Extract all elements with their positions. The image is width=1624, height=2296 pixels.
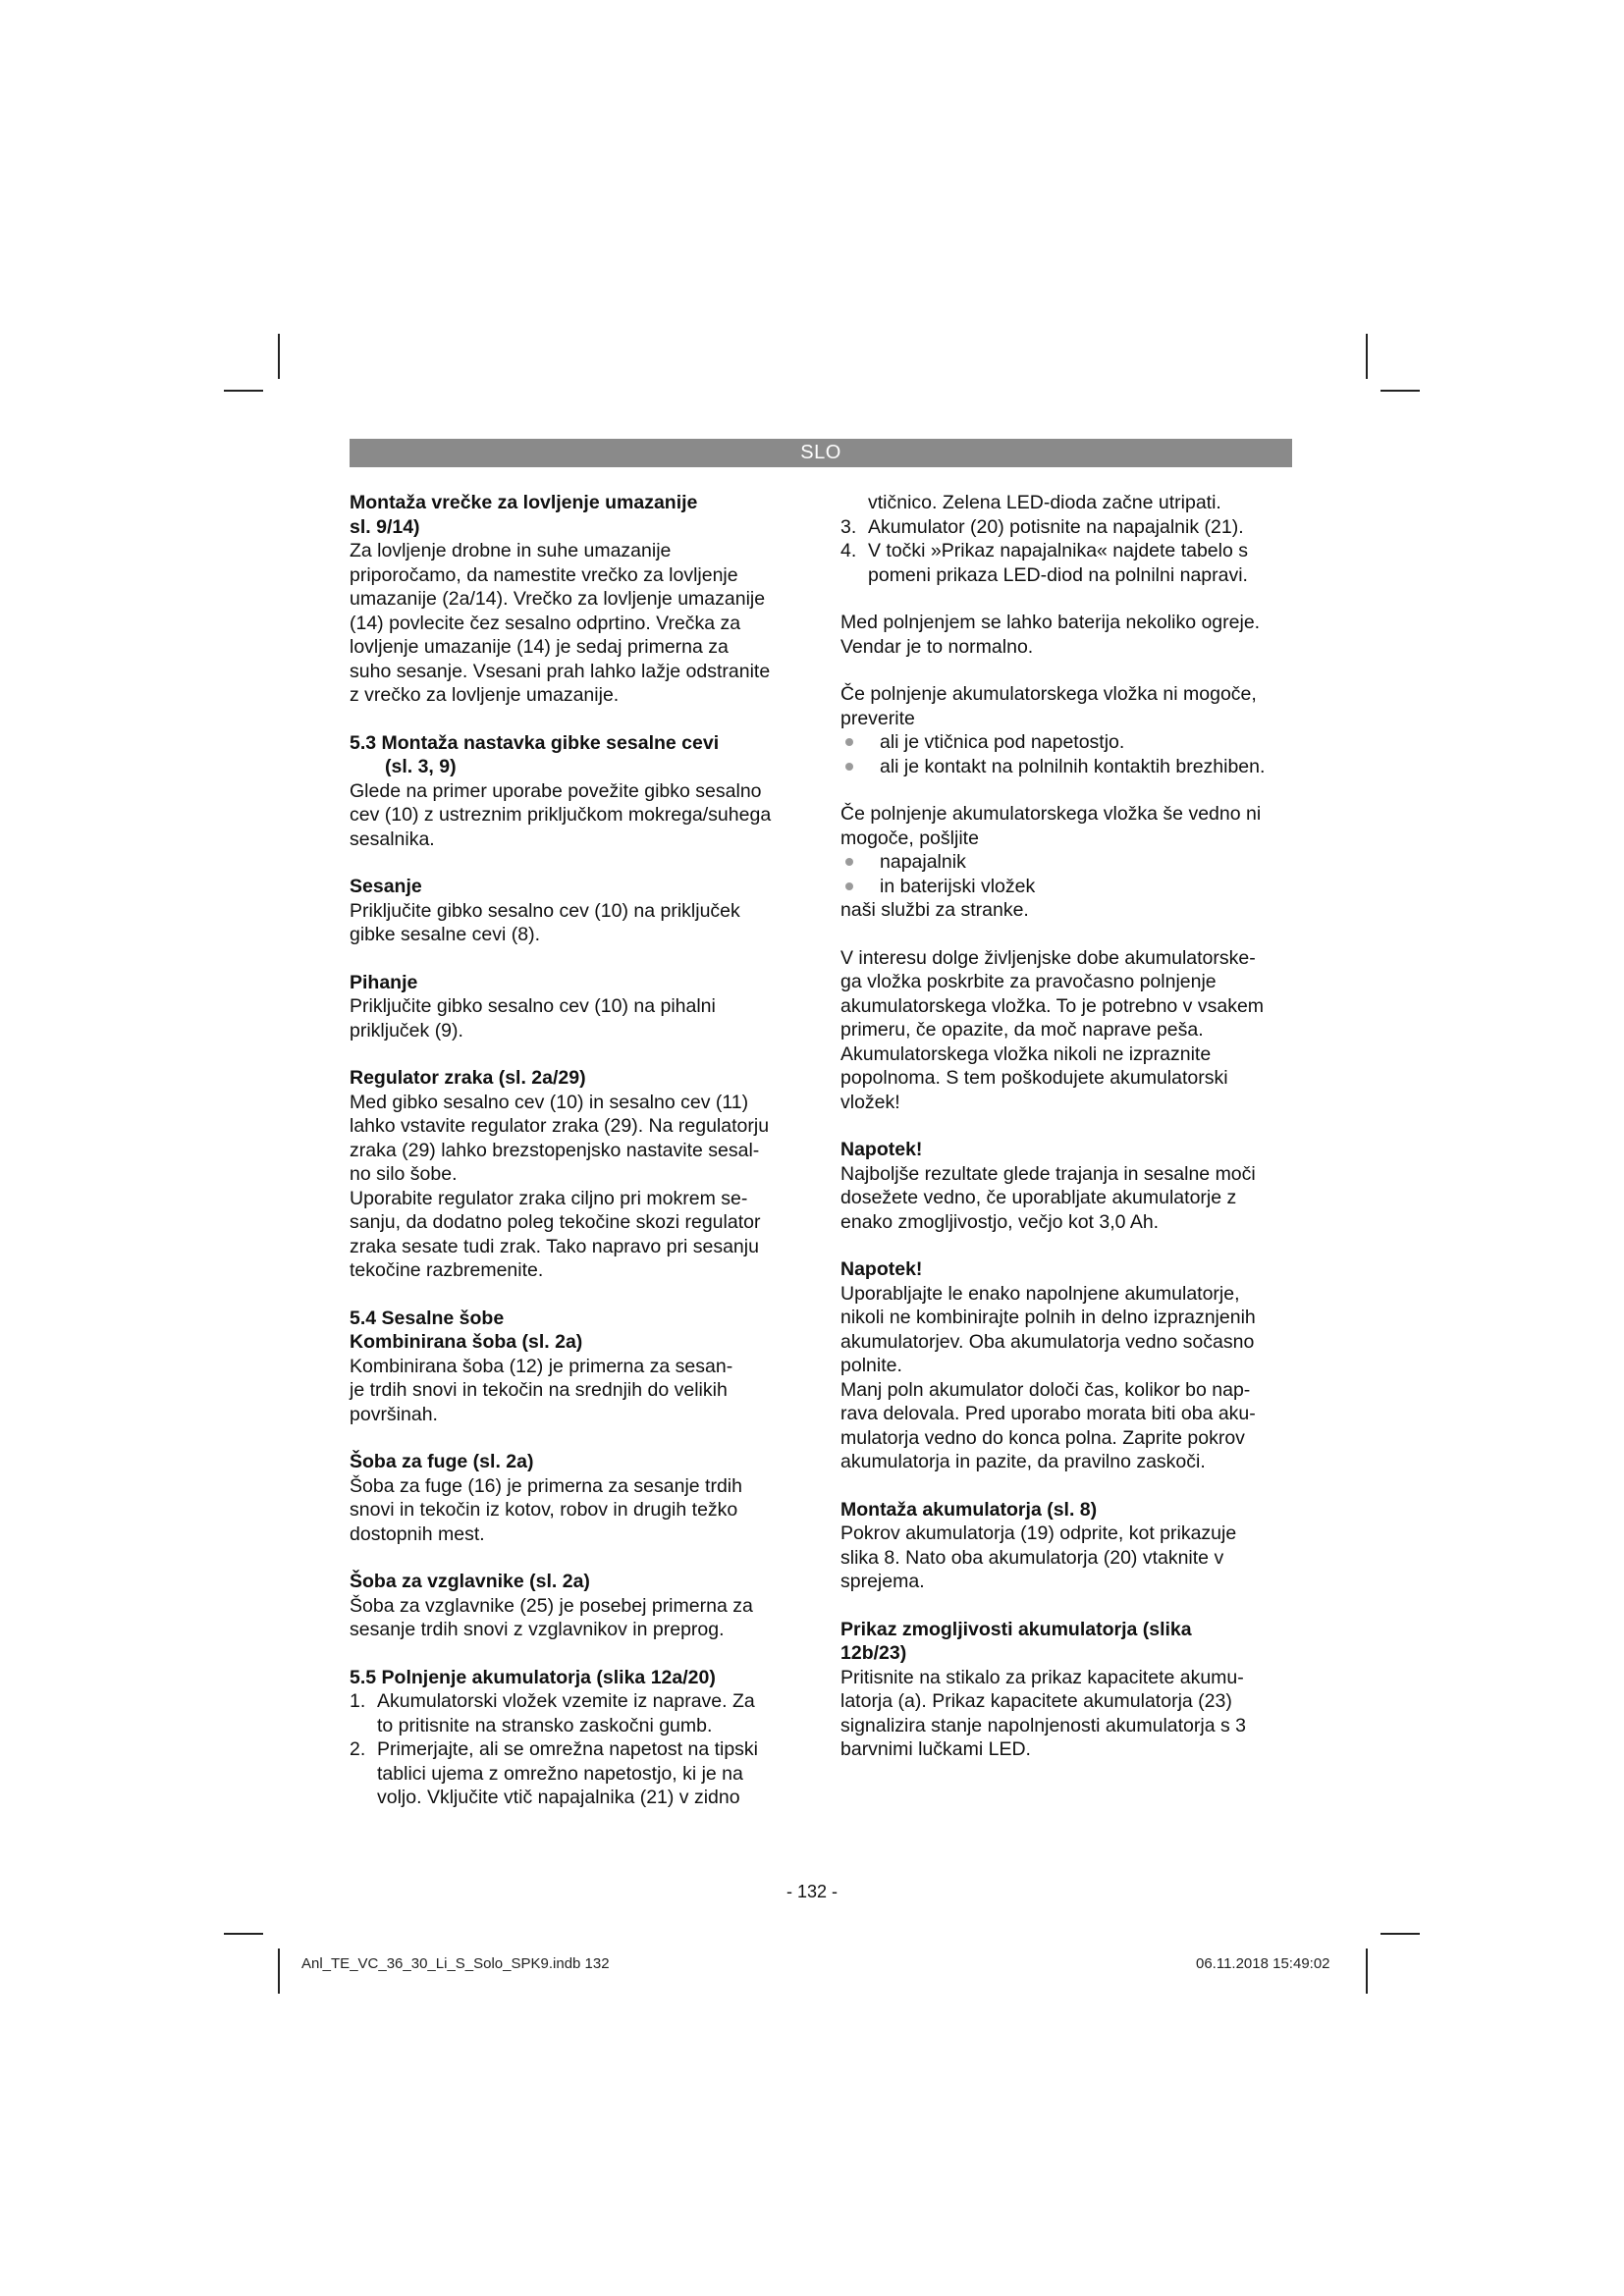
paragraph: Če polnjenje akumulatorskega vložka še vedno ni mogoče, pošljite <box>840 803 1262 849</box>
list-item: napajalnik <box>840 850 1298 875</box>
paragraph: Uporabljajte le enako napolnjene akumulatorje, nikoli ne kombinirajte polnih in delno izpraznjenih akumulatorjev. Oba akumulatorja vedno sočasno polnite. Manj poln akumulator določi čas, kolikor bo nap- rava delovala. Pred uporabo morata biti oba aku- mulatorja vedno do konca polna. Zaprite pokrov akumulatorja in pazite, da pravilno zaskoči. <box>840 1282 1256 1472</box>
list-item: ali je vtičnica pod napetostjo. <box>840 730 1298 755</box>
bullet-list <box>840 730 1298 778</box>
section-title: 5.3 Montaža nastavka gibke sesalne cevi (sl. 3, 9) <box>350 731 720 777</box>
section-note-1 <box>840 1138 1298 1234</box>
list-item: 4. V točki »Prikaz napajalnika« najdete tabelo s pomeni prikaza LED-diod na polnilni napravi. <box>840 540 1248 586</box>
section-title: Prikaz zmogljivosti akumulatorja (slika 12b/23) <box>840 1618 1192 1664</box>
section-blowing <box>350 971 811 1043</box>
section-nozzles-combined <box>350 1307 811 1427</box>
section-battery-charging <box>350 1666 811 1810</box>
paragraph: V interesu dolge življenjske dobe akumulatorske- ga vložka poskrbite za pravočasno polnjenje akumulatorskega vložka. To je potrebno v vsakem primeru, če opazite, da moč naprave peša. Akumulatorskega vložka nikoli ne izpraznite popolnoma. S tem poškodujete akumulatorski vložek! <box>840 946 1265 1113</box>
section-title: Pihanje <box>350 971 418 993</box>
section-battery-life <box>840 946 1298 1115</box>
list-item: 1. Akumulatorski vložek vzemite iz naprave. Za to pritisnite na stransko zaskočni gumb. <box>350 1690 755 1736</box>
section-title: Šoba za fuge (sl. 2a) <box>350 1451 534 1472</box>
paragraph: Šoba za fuge (16) je primerna za sesanje trdih snovi in tekočin iz kotov, robov in drugih težko dostopnih mest. <box>350 1474 742 1545</box>
section-crevice-nozzle <box>350 1450 811 1546</box>
right-column <box>840 491 1298 1786</box>
paragraph: Najboljše rezultate glede trajanja in sesalne moči dosežete vedno, če uporabljate akumulatorje z enako zmogljivostjo, večjo kot 3,0 Ah. <box>840 1162 1256 1233</box>
crop-mark-bottom-left-h <box>224 1933 263 1935</box>
section-title: 5.5 Polnjenje akumulatorja (slika 12a/20) <box>350 1666 716 1688</box>
bullet-icon <box>845 858 853 866</box>
section-title: 5.4 Sesalne šobe Kombinirana šoba (sl. 2a) <box>350 1307 583 1353</box>
section-title: Montaža akumulatorja (sl. 8) <box>840 1498 1098 1521</box>
list-item: 2. Primerjajte, ali se omrežna napetost na tipski tablici ujema z omrežno napetostjo, ki je na voljo. Vključite vtič napajalnika (21) v zidno <box>350 1738 759 1808</box>
crop-mark-bottom-left-v <box>278 1949 280 1994</box>
crop-mark-top-left-v <box>278 334 280 379</box>
paragraph: vtičnico. Zelena LED-dioda začne utripati. <box>868 492 1221 513</box>
page-number: - 132 - <box>785 1882 839 1901</box>
paragraph: naši službi za stranke. <box>840 899 1029 921</box>
bullet-list <box>840 850 1298 898</box>
section-title: Šoba za vzglavnike (sl. 2a) <box>350 1571 590 1592</box>
crop-mark-top-right-v <box>1366 334 1368 379</box>
numbered-list <box>350 1689 811 1810</box>
crop-mark-bottom-right-h <box>1380 1933 1420 1935</box>
paragraph: Priključite gibko sesalno cev (10) na pihalni priključek (9). <box>350 995 716 1041</box>
bullet-icon <box>845 763 853 771</box>
paragraph: Za lovljenje drobne in suhe umazanije priporočamo, da namestite vrečko za lovljenje umazanije (2a/14). Vrečko za lovljenje umazanije (14) povlecite čez sesalno odprtino. Vrečka za lovljenje umazanije (14) je sedaj primerna za suho sesanje. Vsesani prah lahko lažje odstranite z vrečko za lovljenje umazanije. <box>350 540 771 706</box>
paragraph: Med polnjenjem se lahko baterija nekoliko ogreje. Vendar je to normalno. <box>840 612 1261 658</box>
section-suction <box>350 875 811 947</box>
footer-datetime: 06.11.2018 15:49:02 <box>1196 1955 1330 1972</box>
section-capacity-display <box>840 1618 1298 1762</box>
numbered-list <box>840 515 1298 588</box>
footer-file-name: Anl_TE_VC_36_30_Li_S_Solo_SPK9.indb 132 <box>301 1955 610 1972</box>
section-air-regulator <box>350 1066 811 1283</box>
paragraph: Šoba za vzglavnike (25) je posebej primerna za sesanje trdih snovi z vzglavnikov in preprog. <box>350 1594 753 1640</box>
paragraph: Priključite gibko sesalno cev (10) na priključek gibke sesalne cevi (8). <box>350 899 740 945</box>
section-title: Regulator zraka (sl. 2a/29) <box>350 1067 586 1089</box>
paragraph: Če polnjenje akumulatorskega vložka ni mogoče, preverite <box>840 683 1257 729</box>
crop-mark-top-right-h <box>1380 390 1420 392</box>
bullet-icon <box>845 882 853 890</box>
crop-mark-top-left-h <box>224 390 263 392</box>
section-charging-continued <box>840 491 1298 587</box>
section-title: Napotek! <box>840 1258 923 1280</box>
section-dirt-bag <box>350 491 811 708</box>
section-check-list <box>840 682 1298 778</box>
paragraph: Pokrov akumulatorja (19) odprite, kot prikazuje slika 8. Nato oba akumulatorja (20) vtaknite v sprejema. <box>840 1522 1237 1592</box>
paragraph: Med gibko sesalno cev (10) in sesalno cev (11) lahko vstavite regulator zraka (29). Na regulatorju zraka (29) lahko brezstopenjsko nastavite sesal- no silo šobe. Uporabite regulator zraka ciljno pri mokrem se- sanju, da dodatno poleg tekočine skozi regulator zraka sesate tudi zrak. Tako napravo pri sesanju tekočine razbremenite. <box>350 1091 770 1281</box>
language-header-bar <box>350 439 1292 467</box>
language-label: SLO <box>800 442 841 463</box>
left-column <box>350 491 811 1834</box>
crop-mark-bottom-right-v <box>1366 1949 1368 1994</box>
section-title: Sesanje <box>350 876 422 897</box>
section-upholstery-nozzle <box>350 1570 811 1642</box>
paragraph: Glede na primer uporabe povežite gibko sesalno cev (10) z ustreznim priključkom mokrega/suhega sesalnika. <box>350 779 772 850</box>
section-battery-mounting <box>840 1498 1298 1594</box>
paragraph: Kombinirana šoba (12) je primerna za sesan- je trdih snovi in tekočin na srednjih do velikih površinah. <box>350 1355 733 1425</box>
section-send-to-service <box>840 802 1298 923</box>
section-note-2 <box>840 1257 1298 1474</box>
section-title: Napotek! <box>840 1139 923 1160</box>
section-title: Montaža vrečke za lovljenje umazanije sl. 9/14) <box>350 492 698 538</box>
section-warming-note <box>840 611 1298 659</box>
list-item: ali je kontakt na polnilnih kontaktih brezhiben. <box>840 755 1298 779</box>
paragraph: Pritisnite na stikalo za prikaz kapacitete akumu- latorja (a). Prikaz kapacitete akumulatorja (23) signalizira stanje napolnjenosti akumulatorja s 3 barvnimi lučkami LED. <box>840 1666 1246 1760</box>
list-item: in baterijski vložek <box>840 875 1298 899</box>
bullet-icon <box>845 738 853 746</box>
list-item: 3. Akumulator (20) potisnite na napajalnik (21). <box>840 515 1244 538</box>
section-hose-mounting <box>350 731 811 852</box>
